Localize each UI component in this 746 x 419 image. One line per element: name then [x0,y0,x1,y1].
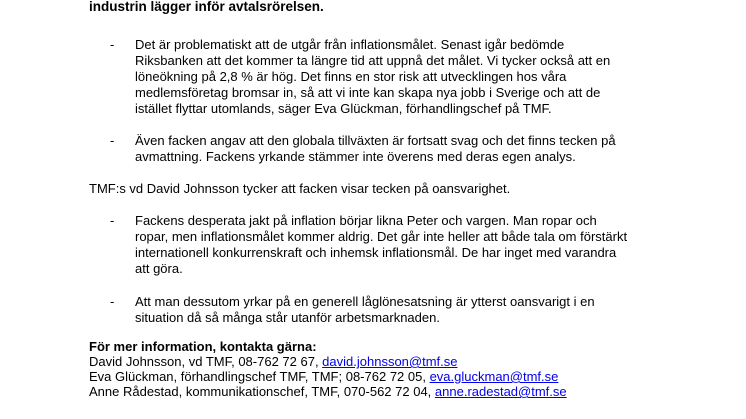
quote-paragraph-2 [135,133,695,165]
quote-paragraph-1 [135,37,695,117]
paragraph-line: istället flyttar utomlands, säger Eva Glückman, förhandlingschef på TMF. [135,101,552,116]
contact-text: Eva Glückman, förhandlingschef TMF, TMF; 08-762 72 05, [89,369,430,384]
paragraph-line: att göra. [135,261,183,276]
contact-text: David Johnsson, vd TMF, 08-762 72 67, [89,354,323,369]
paragraph-line: Riksbanken att det kommer ta längre tid att uppnå det målet. Vi tycker också att en [135,53,611,68]
email-link-anne[interactable]: anne.radestad@tmf.se [434,384,567,399]
paragraph-line: Även facken angav att den globala tillväxten är fortsatt svag och det finns tecken på [135,133,616,148]
bullet-dash-4: - [110,294,115,309]
paragraph-line: avmattning. Fackens yrkande stämmer inte överens med deras egen analys. [135,149,576,164]
intro-line: TMF:s vd David Johnsson tycker att facken visar tecken på oansvarighet. [89,181,511,196]
heading-tail: industrin lägger inför avtalsrörelsen. [89,0,324,14]
paragraph-line: Att man dessutom yrkar på en generell låglönesatsning är ytterst oansvarigt i en [135,294,595,309]
contact-title: För mer information, kontakta gärna: [89,339,317,354]
contact-text: Anne Rådestad, kommunikationschef, TMF, 070-562 72 04, [89,384,435,399]
email-link-david[interactable]: david.johnsson@tmf.se [322,354,458,369]
contact-line-david [89,354,567,369]
paragraph-line: internationell konkurrenskraft och inhemsk inflationsmål. De har inget med varandra [135,245,617,260]
quote-paragraph-3 [135,213,695,277]
contact-line-eva [89,369,567,384]
paragraph-line: löneökning på 2,8 % är hög. Det finns en stor risk att utvecklingen hos våra [135,69,567,84]
paragraph-line: ropar, men inflationsmålet kommer aldrig. Det går inte heller att både tala om förstärkt [135,229,628,244]
paragraph-line: medlemsföretag bromsar in, så att vi inte kan skapa nya jobb i Sverige och att de [135,85,601,100]
contact-block [89,339,567,399]
paragraph-line: situation då så många står utanför arbetsmarknaden. [135,310,440,325]
paragraph-line: Fackens desperata jakt på inflation börjar likna Peter och vargen. Man ropar och [135,213,597,228]
contact-line-anne [89,384,567,399]
bullet-dash-3: - [110,213,115,228]
bullet-dash-2: - [110,133,115,148]
paragraph-line: Det är problematiskt att de utgår från inflationsmålet. Senast igår bedömde [135,37,565,52]
bullet-dash-1: - [110,37,115,52]
quote-paragraph-4 [135,294,695,326]
email-link-eva[interactable]: eva.gluckman@tmf.se [429,369,559,384]
